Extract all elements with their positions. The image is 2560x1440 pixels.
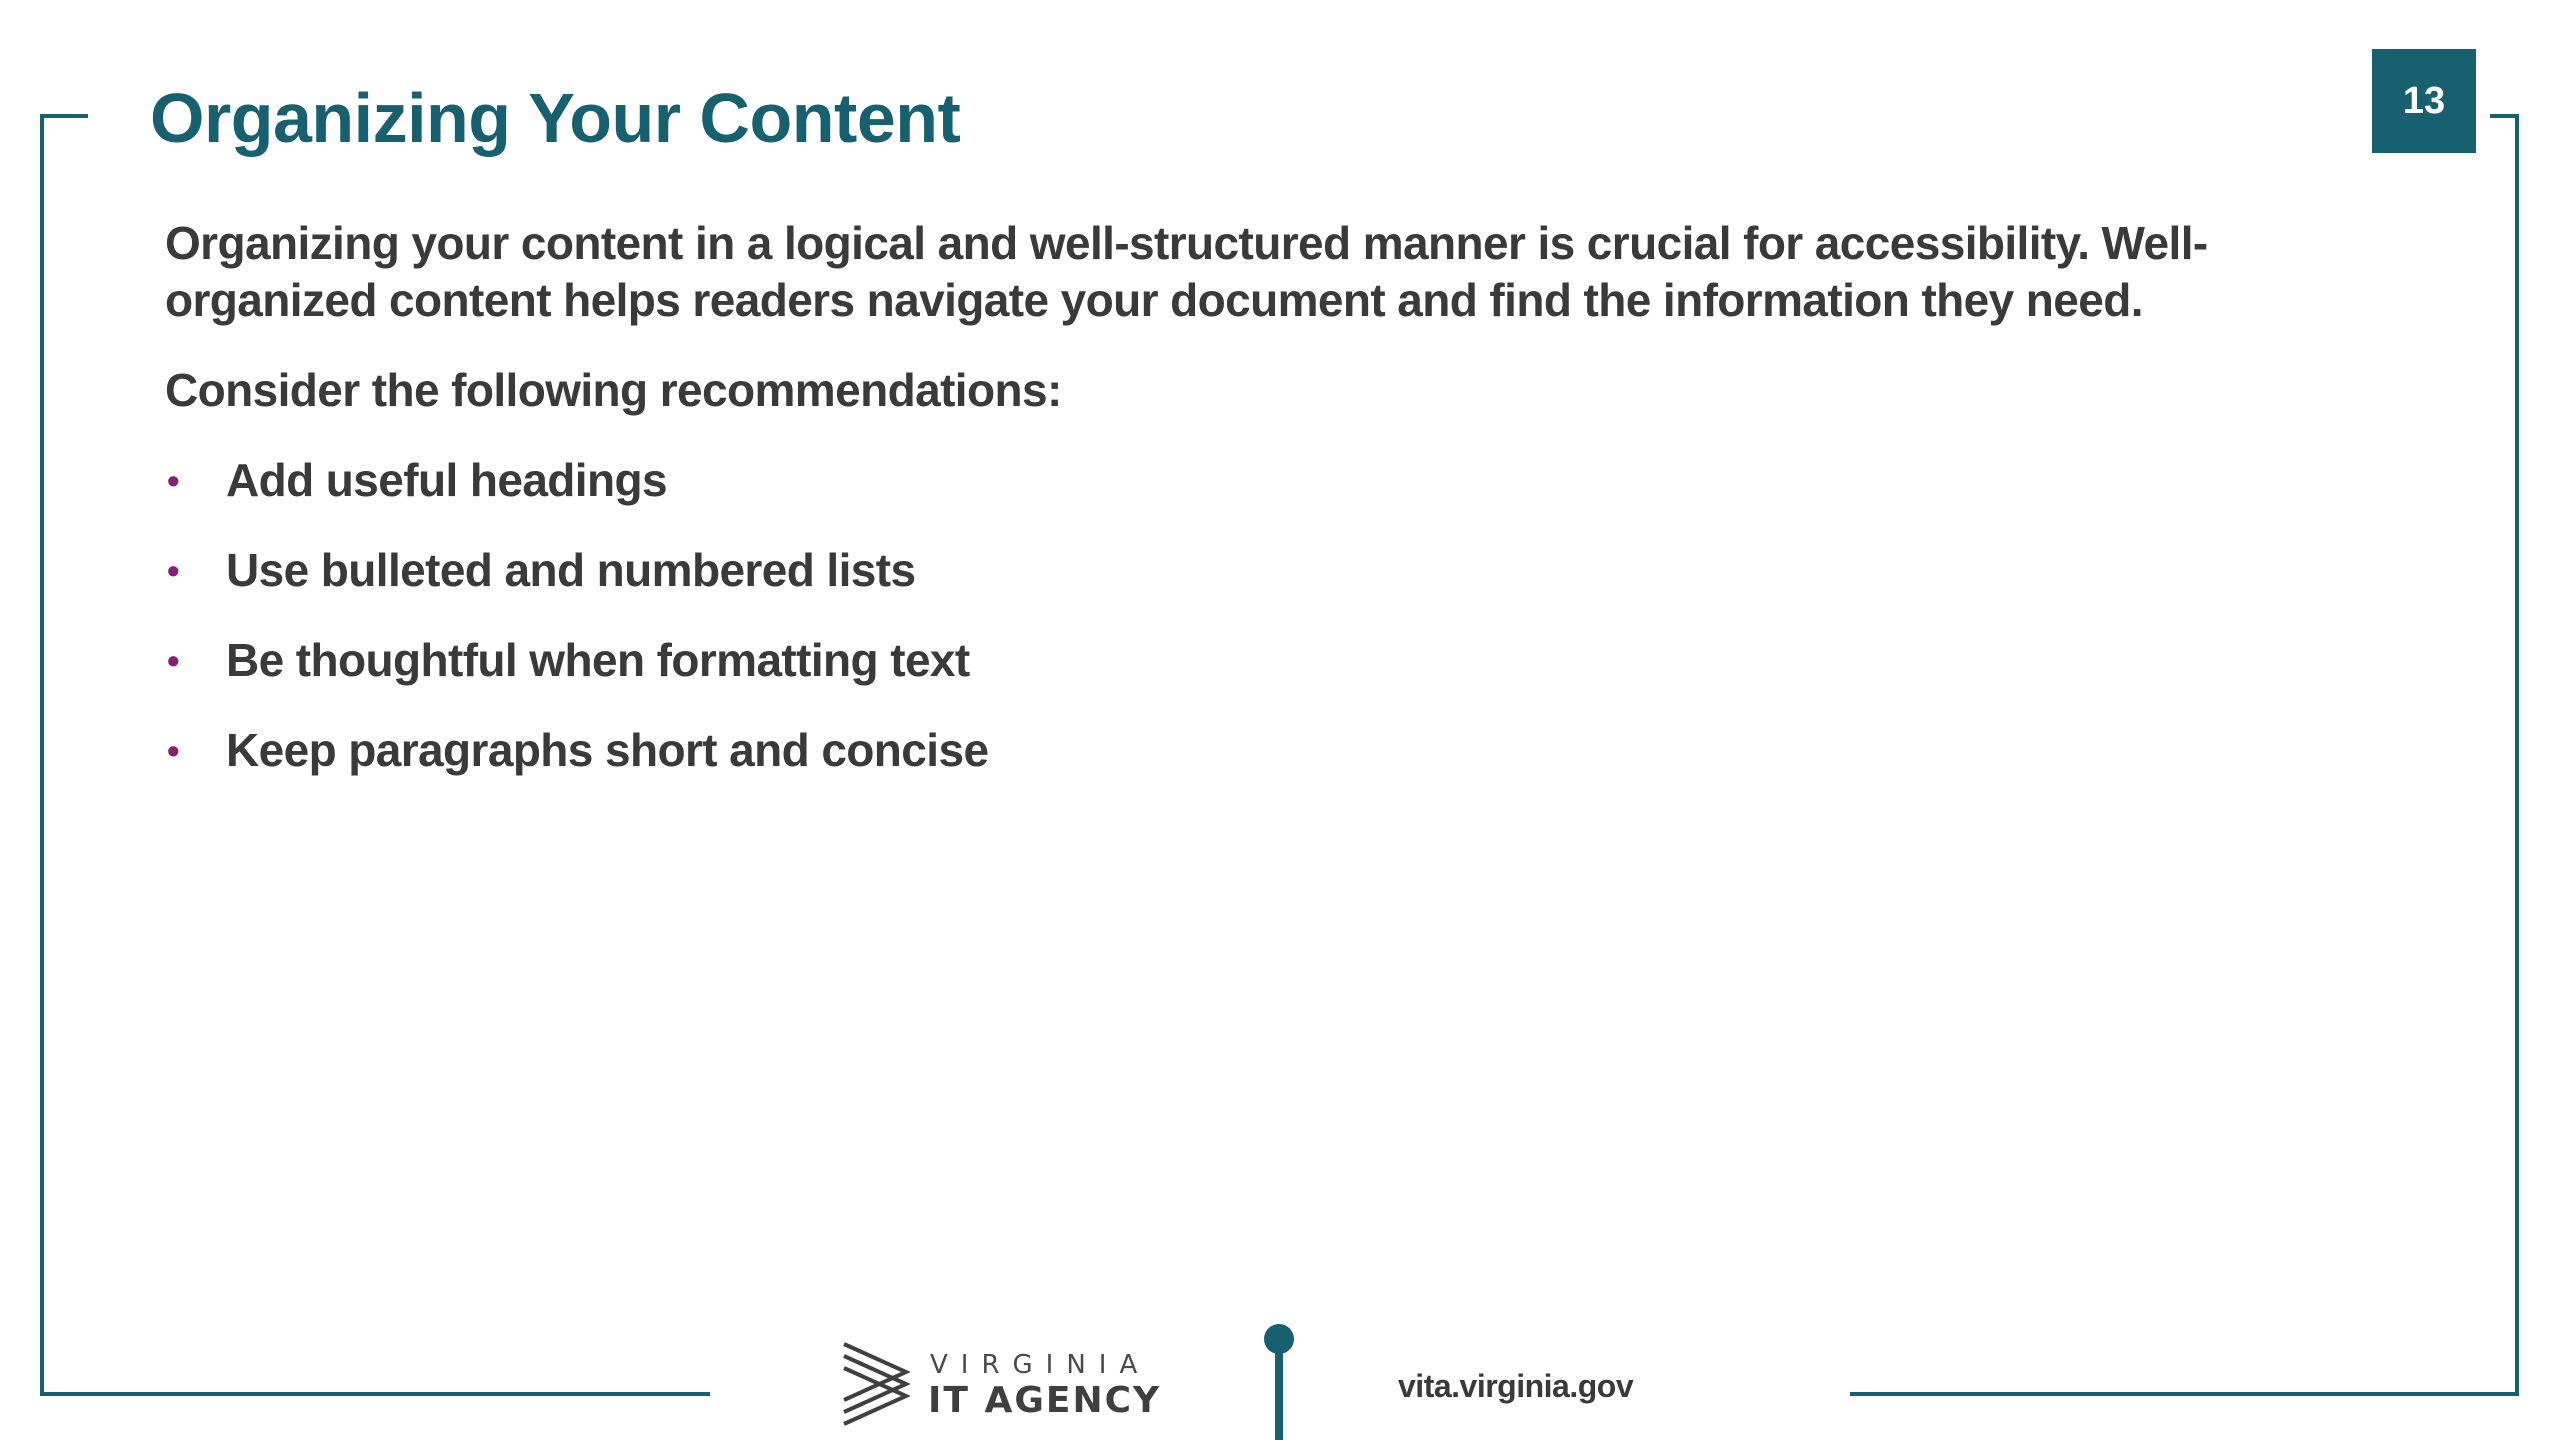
bullet-icon: • — [167, 550, 180, 591]
bullet-icon: • — [167, 460, 180, 501]
logo-wordmark-virginia: VIRGINIA — [930, 1350, 1151, 1380]
vita-chevron-logo-icon — [840, 1338, 910, 1428]
list-item-text: Use bulleted and numbered lists — [226, 544, 916, 596]
logo-wordmark-agency: IT AGENCY — [928, 1380, 1162, 1421]
list-item — [165, 722, 2415, 779]
intro-paragraph: Organizing your content in a logical and well-structured manner is crucial for accessibility. Well-organized content helps readers navigate your document and find the information they need. — [165, 217, 2208, 326]
list-item-text: Be thoughtful when formatting text — [226, 634, 970, 686]
bullet-icon: • — [167, 730, 180, 771]
bullet-icon: • — [167, 640, 180, 681]
footer-url: vita.virginia.gov — [1398, 1368, 1634, 1404]
page-number-badge — [2372, 49, 2476, 153]
list-item-text: Add useful headings — [226, 454, 667, 506]
list-item — [165, 632, 2415, 689]
recommendation-list — [165, 452, 2415, 779]
list-item — [165, 542, 2415, 599]
page-title: Organizing Your Content — [150, 79, 961, 157]
slide-body — [165, 215, 2415, 812]
pin-divider-icon — [1262, 1322, 1296, 1440]
list-item-text: Keep paragraphs short and concise — [226, 724, 989, 776]
recommendations-lead: Consider the following recommendations: — [165, 364, 1062, 416]
page-number: 13 — [2402, 79, 2446, 122]
vita-logo — [840, 1338, 1162, 1428]
list-item — [165, 452, 2415, 509]
